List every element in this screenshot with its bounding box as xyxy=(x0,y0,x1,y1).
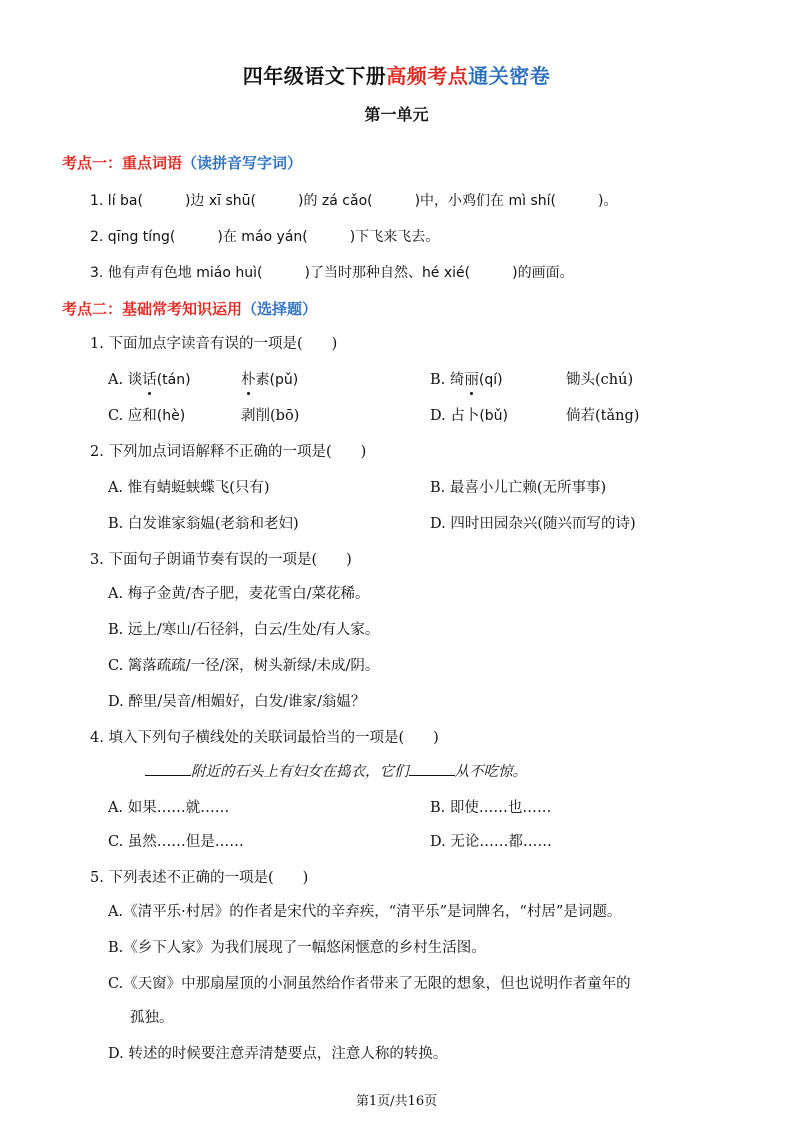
s2-q5-option-a: A.《清平乐·村居》的作者是宋代的辛弃疾，“清平乐”是词牌名，“村居”是词题。 xyxy=(108,904,622,920)
section-1-note: （读拼音写字词） xyxy=(182,154,303,172)
section-1-heading xyxy=(62,152,302,173)
s2-q3-option-d: D. 醉里/吴音/相媚好，白发/谁家/翁媪？ xyxy=(108,694,366,710)
s2-q4-stem: 4. 填入下列句子横线处的关联词最恰当的一项是( ) xyxy=(90,730,439,746)
s2-q1-option-d1: D. 占卜(bǔ) xyxy=(430,408,509,424)
title-part-red: 高频考点 xyxy=(386,64,469,88)
s2-q2-stem: 2. 下列加点词语解释不正确的一项是( ) xyxy=(90,444,367,460)
s2-q1-option-c2: 剥削(bō) xyxy=(241,408,300,424)
s2-q1-option-a2: 朴素(pǔ) xyxy=(241,368,298,389)
s2-q5-option-d: D. 转述的时候要注意弄清楚要点，注意人称的转换。 xyxy=(108,1046,448,1062)
s2-q5-option-c-line1: C.《天窗》中那扇屋顶的小洞虽然给作者带来了无限的想象，但也说明作者童年的 xyxy=(108,976,631,992)
page-number: 第1页/共16页 xyxy=(355,1094,438,1109)
title-part-black: 四年级语文下册 xyxy=(242,64,387,88)
fill-blank-2[interactable] xyxy=(409,763,455,776)
s2-q5-option-c-line2: 孤独。 xyxy=(130,1010,174,1026)
s1-q3: 3. 他有声有色地 miáo huì( )了当时那种自然、hé xié( )的画面。 xyxy=(90,265,574,281)
page-title xyxy=(0,60,793,89)
unit-title: 第一单元 xyxy=(364,105,429,124)
s2-q3-option-b: B. 远上/寒山/石径斜，白云/生处/有人家。 xyxy=(108,622,380,638)
s1-q2: 2. qīng tíng( )在 máo yán( )下飞来飞去。 xyxy=(90,229,440,245)
s2-q1-option-d2: 倘若(tǎng) xyxy=(566,408,640,424)
s2-q1-option-b2: 锄头(chú) xyxy=(566,372,634,388)
title-part-blue: 通关密卷 xyxy=(468,64,551,88)
fill-blank-1[interactable] xyxy=(145,763,191,776)
s2-q3-stem: 3. 下面句子朗诵节奏有误的一项是( ) xyxy=(90,552,352,568)
s2-q4-option-b: B. 即使……也…… xyxy=(430,800,552,816)
s2-q1-stem: 1. 下面加点字读音有误的一项是( ) xyxy=(90,336,338,352)
s2-q5-option-b: B.《乡下人家》为我们展现了一幅悠闲惬意的乡村生活图。 xyxy=(108,940,486,956)
section-2-heading xyxy=(62,298,317,319)
section-2-note: （选择题） xyxy=(242,300,318,318)
s2-q4-option-c: C. 虽然……但是…… xyxy=(108,834,244,850)
s2-q4-sentence: 附近的石头上有妇女在捣衣，它们 从不吃惊。 xyxy=(145,760,527,781)
s2-q3-option-c: C. 篱落疏疏/一径/深，树头新绿/未成/阴。 xyxy=(108,658,380,674)
s2-q2-option-d: D. 四时田园杂兴(随兴而写的诗) xyxy=(430,516,636,532)
s2-q4-option-a: A. 如果……就…… xyxy=(108,800,230,816)
s2-q2-option-a: A. 惟有蜻蜓蛱蝶飞(只有) xyxy=(108,480,270,496)
s2-q3-option-a: A. 梅子金黄/杏子肥，麦花雪白/菜花稀。 xyxy=(108,586,370,602)
s2-q1-option-c1: C. 应和(hè) xyxy=(108,408,186,424)
s2-q2-option-b: B. 最喜小儿亡赖(无所事事) xyxy=(430,480,607,496)
section-2-label: 考点二：基础常考知识运用 xyxy=(62,300,243,318)
s2-q2-option-c: B. 白发谁家翁媪(老翁和老妇) xyxy=(108,516,299,532)
s2-q1-option-a1: A. 谈话(tán) xyxy=(108,368,191,389)
s2-q1-option-b1: B. 绮丽(qí) xyxy=(430,368,503,389)
s2-q4-option-d: D. 无论……都…… xyxy=(430,834,552,850)
s2-q5-stem: 5. 下列表述不正确的一项是( ) xyxy=(90,870,309,886)
s1-q1: 1. lí ba( )边 xī shū( )的 zá cǎo( )中，小鸡们在 mì shí( )。 xyxy=(90,193,618,209)
section-1-label: 考点一：重点词语 xyxy=(62,154,183,172)
